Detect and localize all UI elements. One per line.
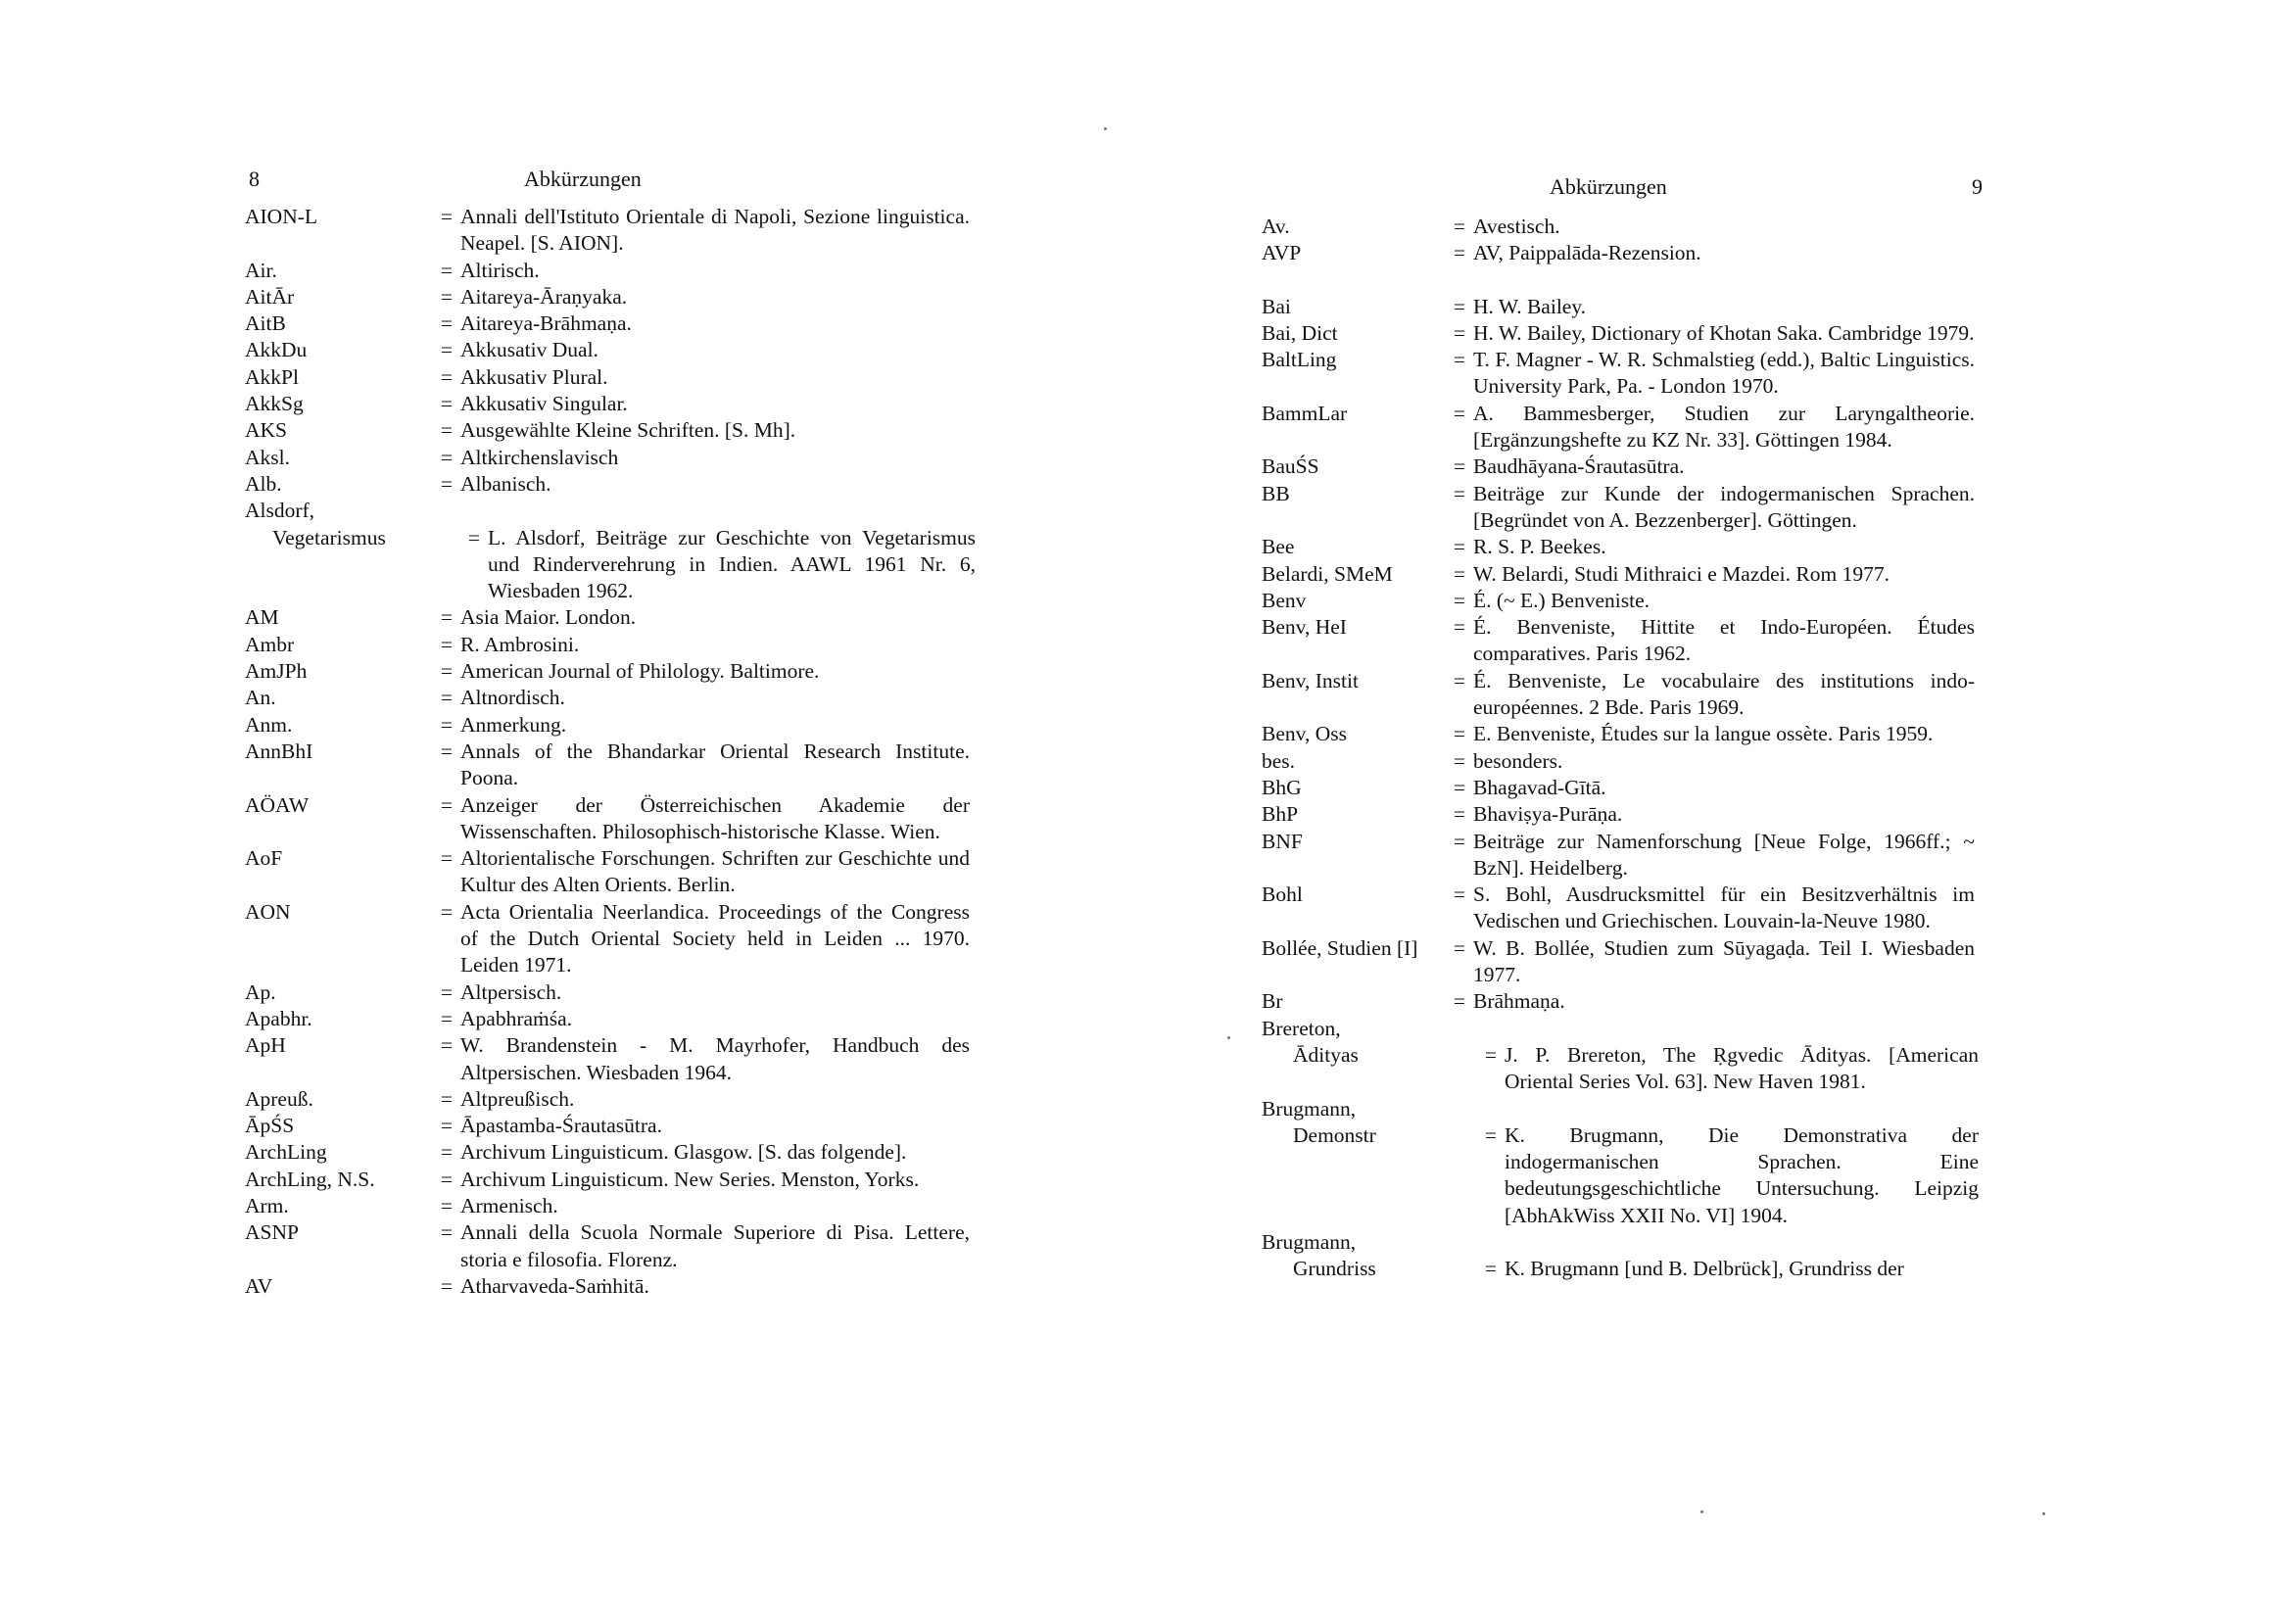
entry [235, 658, 980, 685]
equals-sign: = [440, 1033, 454, 1058]
definition: Annals of the Bhandarkar Oriental Research Institute. Poona. [460, 739, 970, 790]
entry [1256, 294, 1983, 320]
equals-sign: = [440, 392, 454, 416]
entry [235, 1139, 980, 1166]
entry [1256, 320, 1983, 347]
equals-sign: = [440, 205, 454, 228]
definition: Altpersisch. [460, 979, 562, 1004]
definition: Albanisch. [460, 471, 551, 496]
definition: Akkusativ Plural. [460, 364, 608, 389]
entry [235, 258, 980, 284]
equals-sign: = [440, 1114, 454, 1138]
entry [1256, 240, 1983, 266]
equals-sign: = [1453, 561, 1466, 586]
equals-sign: = [440, 364, 454, 389]
abbreviation: BhG [1262, 775, 1302, 799]
abbreviation: Benv [1262, 588, 1307, 612]
equals-sign: = [440, 1006, 454, 1030]
abbreviation: Aksl. [245, 445, 290, 469]
abbreviation-list [235, 204, 980, 1300]
definition: Beiträge zur Kunde der indogermanischen Sprachen. [Begründet von A. Bezzenberger]. Göttingen. [1473, 481, 1975, 532]
abbreviation: Alb. [245, 471, 282, 496]
definition: Akkusativ Singular. [460, 392, 628, 416]
definition: Archivum Linguisticum. Glasgow. [S. das folgende]. [460, 1140, 907, 1165]
abbreviation: AÖAW [245, 792, 310, 817]
abbreviation: Bee [1262, 535, 1295, 559]
abbreviation: Air. [245, 258, 277, 282]
entry [1256, 453, 1983, 480]
abbreviation-list [1256, 214, 1983, 1283]
running-head: Abkürzungen [1550, 174, 1667, 199]
equals-sign: = [1453, 775, 1466, 799]
entry [1256, 801, 1983, 828]
abbreviation: AkkSg [245, 392, 304, 416]
equals-sign: = [440, 1140, 454, 1165]
equals-sign: = [1453, 829, 1466, 853]
definition: Āpastamba-Śrautasūtra. [460, 1114, 662, 1138]
abbreviation: AkkDu [245, 338, 308, 362]
equals-sign: = [440, 338, 454, 362]
definition: S. Bohl, Ausdrucksmittel für ein Besitzverhältnis im Vedischen und Griechischen. Louvain-la-Neuve 1980. [1473, 883, 1975, 933]
entry [1256, 829, 1983, 883]
equals-sign: = [440, 1273, 454, 1298]
abbreviation: Belardi, SMeM [1262, 561, 1393, 586]
abbreviation: Brugmann, [1262, 1096, 1357, 1121]
definition: K. Brugmann, Die Demonstrativa der indogermanischen Sprachen. Eine bedeutungsgeschichtliche Untersuchung. Leipzig [AbhAkWiss XXII No. VI] 1904. [1505, 1122, 1979, 1227]
scan-speck [1227, 1036, 1230, 1039]
abbreviation: BB [1262, 481, 1290, 505]
equals-sign: = [1484, 1042, 1498, 1067]
running-head: Abkürzungen [524, 167, 642, 191]
entry [235, 845, 980, 899]
abbreviation: ApH [245, 1033, 286, 1058]
abbreviation: Alsdorf, [245, 499, 315, 523]
equals-sign: = [1453, 615, 1466, 640]
equals-sign: = [1453, 241, 1466, 265]
definition: Annali della Scuola Normale Superiore di Pisa. Lettere, storia e filosofia. Florenz. [460, 1220, 970, 1271]
definition: R. S. P. Beekes. [1473, 535, 1606, 559]
definition: W. Brandenstein - M. Mayrhofer, Handbuch des Altpersischen. Wiesbaden 1964. [460, 1033, 970, 1084]
page-header [1256, 174, 1983, 204]
abbreviation: Bollée, Studien [I] [1262, 935, 1418, 960]
abbreviation: Ādityas [1293, 1042, 1359, 1067]
abbreviation: ĀpŚS [245, 1114, 295, 1138]
left-page [235, 0, 980, 1622]
entry [235, 632, 980, 658]
definition: H. W. Bailey, Dictionary of Khotan Saka. Cambridge 1979. [1473, 320, 1975, 345]
equals-sign: = [1453, 320, 1466, 345]
equals-sign: = [1453, 215, 1466, 238]
entry [1256, 1122, 1983, 1229]
scan-speck [1700, 1510, 1703, 1513]
abbreviation: AitB [245, 311, 286, 336]
equals-sign: = [1453, 481, 1466, 505]
entry [235, 712, 980, 739]
equals-sign: = [1484, 1122, 1498, 1147]
definition: A. Bammesberger, Studien zur Laryngaltheorie. [Ergänzungshefte zu KZ Nr. 33]. Göttingen 1984. [1473, 401, 1975, 453]
definition: W. Belardi, Studi Mithraici e Mazdei. Rom 1977. [1473, 561, 1889, 586]
definition: American Journal of Philology. Baltimore. [460, 659, 820, 684]
definition: R. Ambrosini. [460, 632, 580, 656]
definition: É. (~ E.) Benveniste. [1473, 588, 1650, 612]
definition: AV, Paippalāda-Rezension. [1473, 241, 1701, 265]
equals-sign: = [440, 979, 454, 1004]
abbreviation: Ambr [245, 632, 295, 656]
abbreviation: BNF [1262, 829, 1303, 853]
entry [1256, 1256, 1983, 1282]
equals-sign: = [440, 605, 454, 630]
entry [235, 445, 980, 471]
abbreviation: An. [245, 686, 276, 710]
page-number: 9 [1972, 174, 1983, 199]
entry [235, 1167, 980, 1193]
entry [1256, 988, 1983, 1015]
entry-heading [1256, 1016, 1983, 1042]
definition: Ausgewählte Kleine Schriften. [S. Mh]. [460, 418, 796, 443]
definition: Annali dell'Istituto Orientale di Napoli, Sezione linguistica. Neapel. [S. AION]. [460, 205, 970, 256]
definition: Aitareya-Āraṇyaka. [460, 284, 628, 309]
equals-sign: = [1453, 668, 1466, 692]
definition: É. Benveniste, Hittite et Indo-Européen. Études comparatives. Paris 1962. [1473, 615, 1975, 666]
equals-sign: = [1453, 454, 1466, 479]
definition: Anzeiger der Österreichischen Akademie der Wissenschaften. Philosophisch-historische Klasse. Wien. [460, 792, 970, 843]
abbreviation: Benv, Oss [1262, 722, 1347, 746]
equals-sign: = [440, 659, 454, 684]
abbreviation: BammLar [1262, 401, 1348, 425]
entry-heading [1256, 1096, 1983, 1122]
definition: J. P. Brereton, The Ṛgvedic Ādityas. [American Oriental Series Vol. 63]. New Haven 1981. [1505, 1042, 1979, 1094]
entry [235, 792, 980, 846]
entry-heading [1256, 1229, 1983, 1256]
definition: Altnordisch. [460, 686, 565, 710]
abbreviation: ASNP [245, 1220, 299, 1245]
definition: Anmerkung. [460, 712, 567, 737]
abbreviation: Grundriss [1293, 1257, 1376, 1281]
abbreviation: AkkPl [245, 364, 299, 389]
equals-sign: = [440, 1086, 454, 1111]
right-page [1256, 0, 1983, 1622]
entry [235, 204, 980, 258]
entry [235, 899, 980, 979]
entry [1256, 1042, 1983, 1096]
entry [235, 364, 980, 391]
definition: K. Brugmann [und B. Delbrück], Grundriss der [1505, 1257, 1904, 1281]
entry [235, 1032, 980, 1086]
entry [1256, 775, 1983, 801]
definition: Altorientalische Forschungen. Schriften zur Geschichte und Kultur des Alten Orients. Berlin. [460, 846, 970, 897]
abbreviation: AVP [1262, 241, 1302, 265]
definition: Acta Orientalia Neerlandica. Proceedings of the Congress of the Dutch Oriental Society held in Leiden ... 1970. Leiden 1971. [460, 899, 970, 978]
equals-sign: = [440, 712, 454, 737]
entry [235, 310, 980, 337]
equals-sign: = [440, 792, 454, 817]
abbreviation: ArchLing [245, 1140, 327, 1165]
abbreviation: BaltLing [1262, 348, 1337, 372]
equals-sign: = [1453, 348, 1466, 372]
equals-sign: = [440, 1167, 454, 1191]
entry [1256, 748, 1983, 775]
equals-sign: = [1453, 748, 1466, 773]
abbreviation: Brereton, [1262, 1016, 1341, 1040]
abbreviation: Anm. [245, 712, 293, 737]
abbreviation: BauŚS [1262, 454, 1319, 479]
abbreviation: Demonstr [1293, 1122, 1376, 1147]
abbreviation: AmJPh [245, 659, 308, 684]
equals-sign: = [1453, 294, 1466, 318]
abbreviation: Bai [1262, 294, 1291, 318]
entry [235, 1219, 980, 1273]
definition: Beiträge zur Namenforschung [Neue Folge, 1966ff.; ~ BzN]. Heidelberg. [1473, 829, 1975, 880]
entry [235, 391, 980, 417]
entry-heading [235, 498, 980, 524]
entry [235, 1113, 980, 1139]
definition: Avestisch. [1473, 215, 1560, 238]
entry [1256, 214, 1983, 240]
definition: É. Benveniste, Le vocabulaire des institutions indo-européennes. 2 Bde. Paris 1969. [1473, 668, 1975, 720]
definition: Armenisch. [460, 1193, 558, 1217]
definition: Brāhmaṇa. [1473, 989, 1565, 1014]
entry [235, 417, 980, 444]
entry [1256, 882, 1983, 935]
equals-sign: = [1453, 935, 1466, 960]
definition: Altkirchenslavisch [460, 445, 619, 469]
equals-sign: = [440, 632, 454, 656]
abbreviation: Av. [1262, 215, 1290, 238]
definition: Asia Maior. London. [460, 605, 637, 630]
abbreviation: AM [245, 605, 279, 630]
entry [1256, 401, 1983, 454]
equals-sign: = [1453, 802, 1466, 827]
definition: E. Benveniste, Études sur la langue ossète. Paris 1959. [1473, 722, 1934, 746]
abbreviation: BhP [1262, 802, 1299, 827]
equals-sign: = [440, 686, 454, 710]
equals-sign: = [440, 899, 454, 924]
equals-sign: = [1453, 588, 1466, 612]
abbreviation: AON [245, 899, 291, 924]
definition: T. F. Magner - W. R. Schmalstieg (edd.), Baltic Linguistics. University Park, Pa. - London 1970. [1473, 348, 1975, 399]
abbreviation: Apreuß. [245, 1086, 313, 1111]
definition: besonders. [1473, 748, 1563, 773]
equals-sign: = [1453, 722, 1466, 746]
entry [235, 685, 980, 711]
abbreviation: AV [245, 1273, 273, 1298]
abbreviation: Ap. [245, 979, 276, 1004]
abbreviation: Apabhr. [245, 1006, 312, 1030]
definition: Bhaviṣya-Purāṇa. [1473, 802, 1623, 827]
abbreviation: AoF [245, 846, 283, 871]
entry [235, 739, 980, 792]
definition: L. Alsdorf, Beiträge zur Geschichte von Vegetarismus und Rinderverehrung in Indien. AAWL 1961 Nr. 6, Wiesbaden 1962. [488, 525, 976, 603]
entry [1256, 534, 1983, 560]
abbreviation: Benv, HeI [1262, 615, 1347, 640]
entry [1256, 668, 1983, 722]
entry [235, 337, 980, 363]
equals-sign: = [1453, 535, 1466, 559]
equals-sign: = [440, 1220, 454, 1245]
entry [235, 284, 980, 310]
definition: Akkusativ Dual. [460, 338, 598, 362]
equals-sign: = [440, 445, 454, 469]
entry [235, 1273, 980, 1300]
entry [1256, 347, 1983, 401]
definition: Altirisch. [460, 258, 540, 282]
entry [1256, 561, 1983, 588]
entry [235, 604, 980, 631]
equals-sign: = [1453, 883, 1466, 907]
abbreviation: Vegetarismus [272, 525, 386, 549]
entry [1256, 481, 1983, 535]
equals-sign: = [1453, 989, 1466, 1014]
equals-sign: = [440, 284, 454, 309]
abbreviation: AitĀr [245, 284, 295, 309]
abbreviation: bes. [1262, 748, 1296, 773]
equals-sign: = [440, 258, 454, 282]
definition: Aitareya-Brāhmaṇa. [460, 311, 632, 336]
entry [235, 979, 980, 1006]
entry [235, 525, 980, 605]
definition: Baudhāyana-Śrautasūtra. [1473, 454, 1685, 479]
definition: Archivum Linguisticum. New Series. Menston, Yorks. [460, 1167, 920, 1191]
definition: Altpreußisch. [460, 1086, 575, 1111]
entry [1256, 721, 1983, 747]
equals-sign: = [440, 1193, 454, 1217]
entry [1256, 935, 1983, 989]
abbreviation: Brugmann, [1262, 1229, 1357, 1254]
abbreviation: AnnBhI [245, 739, 313, 763]
equals-sign: = [440, 418, 454, 443]
scan-speck [1104, 127, 1107, 130]
page-number: 8 [249, 167, 260, 191]
entry [1256, 614, 1983, 668]
scan-speck [2042, 1512, 2045, 1515]
definition: Bhagavad-Gītā. [1473, 775, 1606, 799]
definition: H. W. Bailey. [1473, 294, 1587, 318]
equals-sign: = [1453, 401, 1466, 425]
equals-sign: = [440, 846, 454, 871]
entry [235, 1006, 980, 1032]
definition: W. B. Bollée, Studien zum Sūyagaḍa. Teil I. Wiesbaden 1977. [1473, 935, 1975, 987]
abbreviation: Bai, Dict [1262, 320, 1338, 345]
abbreviation: AION-L [245, 205, 318, 228]
page-header [235, 167, 980, 196]
abbreviation: Br [1262, 989, 1283, 1014]
entry [235, 1086, 980, 1113]
definition: Apabhraṁśa. [460, 1006, 573, 1030]
abbreviation: AKS [245, 418, 288, 443]
definition: Atharvaveda-Saṁhitā. [460, 1273, 649, 1298]
equals-sign: = [467, 525, 481, 549]
equals-sign: = [440, 739, 454, 763]
entry [1256, 588, 1983, 614]
equals-sign: = [440, 311, 454, 336]
equals-sign: = [1484, 1257, 1498, 1281]
abbreviation: Bohl [1262, 883, 1303, 907]
entry [235, 471, 980, 498]
abbreviation: ArchLing, N.S. [245, 1167, 375, 1191]
equals-sign: = [440, 471, 454, 496]
abbreviation: Benv, Instit [1262, 668, 1359, 692]
abbreviation: Arm. [245, 1193, 289, 1217]
entry [235, 1193, 980, 1219]
